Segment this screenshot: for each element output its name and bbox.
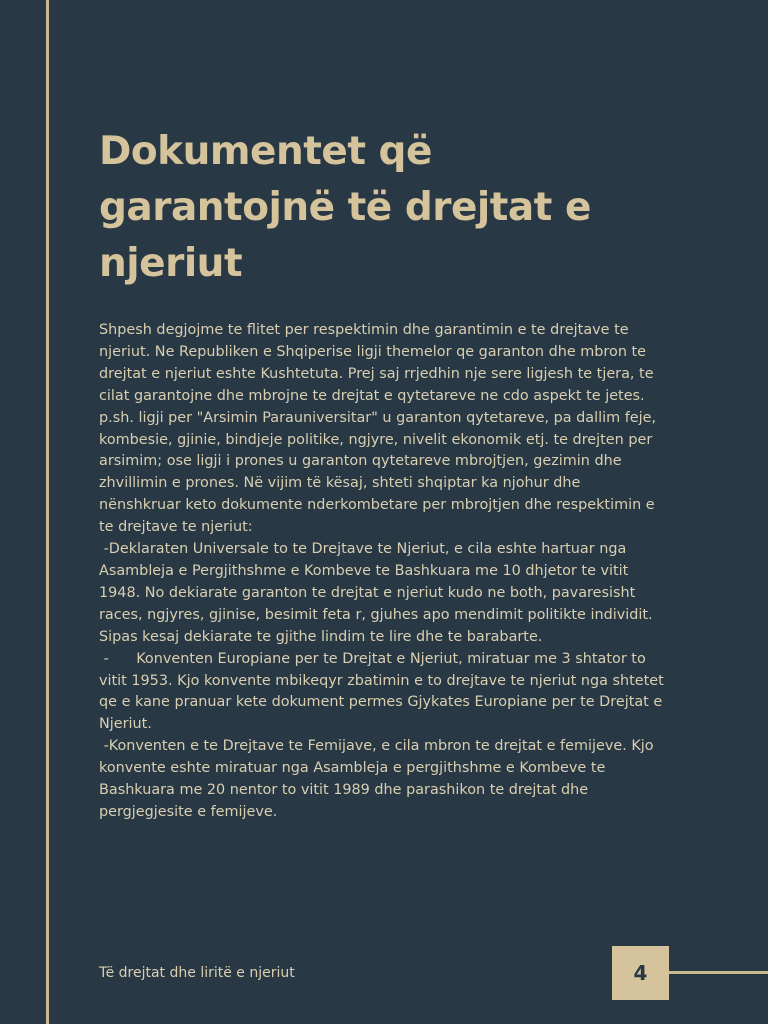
body-line: kombesie, gjinie, bindjeje politike, ngjyre, nivelit ekonomik etj. te drejten per — [99, 431, 653, 448]
body-line: Asambleja e Pergjithshme e Kombeve te Bashkuara me 10 dhjetor te vitit — [99, 562, 629, 579]
footer-title: Të drejtat dhe liritë e njeriut — [99, 965, 295, 981]
title-line-2: garantojnë të drejtat e — [99, 185, 591, 230]
body-line: Shpesh degjojme te flitet per respektimin dhe garantimin e te drejtave te — [99, 322, 629, 338]
page-title — [99, 124, 659, 292]
body-text — [99, 320, 679, 824]
body-line: Sipas kesaj dekiarate te gjithe lindim te lire dhe te barabarte. — [99, 628, 543, 645]
body-line: pergjegjesite e femijeve. — [99, 803, 278, 820]
vertical-rule — [46, 0, 49, 1024]
body-line: qe e kane pranuar kete dokument permes Gjykates Europiane per te Drejtat e — [99, 694, 663, 711]
body-line: races, ngjyres, gjinise, besimit feta r, gjuhes apo mendimit politikte individit. — [99, 606, 653, 623]
body-line: Njeriut. — [99, 716, 152, 733]
body-line: njeriut. Ne Republiken e Shqiperise ligji themelor qe garanton dhe mbron te — [99, 343, 647, 360]
body-line: - Konventen Europiane per te Drejtat e Njeriut, miratuar me 3 shtator to — [99, 650, 646, 667]
body-line: p.sh. ligji per "Arsimin Parauniversitar" u garanton qytetareve, pa dallim feje, — [99, 409, 657, 426]
footer-rule — [668, 971, 768, 974]
body-line: -Konventen e te Drejtave te Femijave, e cila mbron te drejtat e femijeve. Kjo — [99, 738, 654, 755]
body-line: nënshkruar keto dokumente nderkombetare per mbrojtjen dhe respektimin e — [99, 497, 655, 514]
body-line: -Deklaraten Universale to te Drejtave te Njeriut, e cila eshte hartuar nga — [99, 541, 627, 558]
body-line: cilat garantojne dhe mbrojne te drejtat e qytetareve ne cdo aspekt te jetes. — [99, 387, 645, 404]
body-line: konvente eshte miratuar nga Asambleja e pergjithshme e Kombeve te — [99, 760, 606, 777]
body-line: 1948. No dekiarate garanton te drejtat e njeriut kudo ne both, pavaresisht — [99, 584, 636, 601]
body-line: zhvillimin e prones. Në vijim të kësaj, shteti shqiptar ka njohur dhe — [99, 475, 581, 492]
body-line: drejtat e njeriut eshte Kushtetuta. Prej saj rrjedhin nje sere ligjesh te tjera, te — [99, 365, 654, 382]
body-line: te drejtave te njeriut: — [99, 519, 253, 536]
body-line: arsimim; ose ligji i prones u garanton qytetareve mbrojtjen, gezimin dhe — [99, 453, 622, 470]
page-number: 4 — [612, 946, 669, 1000]
body-line: Bashkuara me 20 nentor to vitit 1989 dhe parashikon te drejtat dhe — [99, 782, 589, 799]
title-line-1: Dokumentet që — [99, 129, 432, 174]
title-line-3: njeriut — [99, 241, 243, 286]
body-line: vitit 1953. Kjo konvente mbikeqyr zbatimin e to drejtave te njeriut nga shtetet — [99, 672, 664, 689]
